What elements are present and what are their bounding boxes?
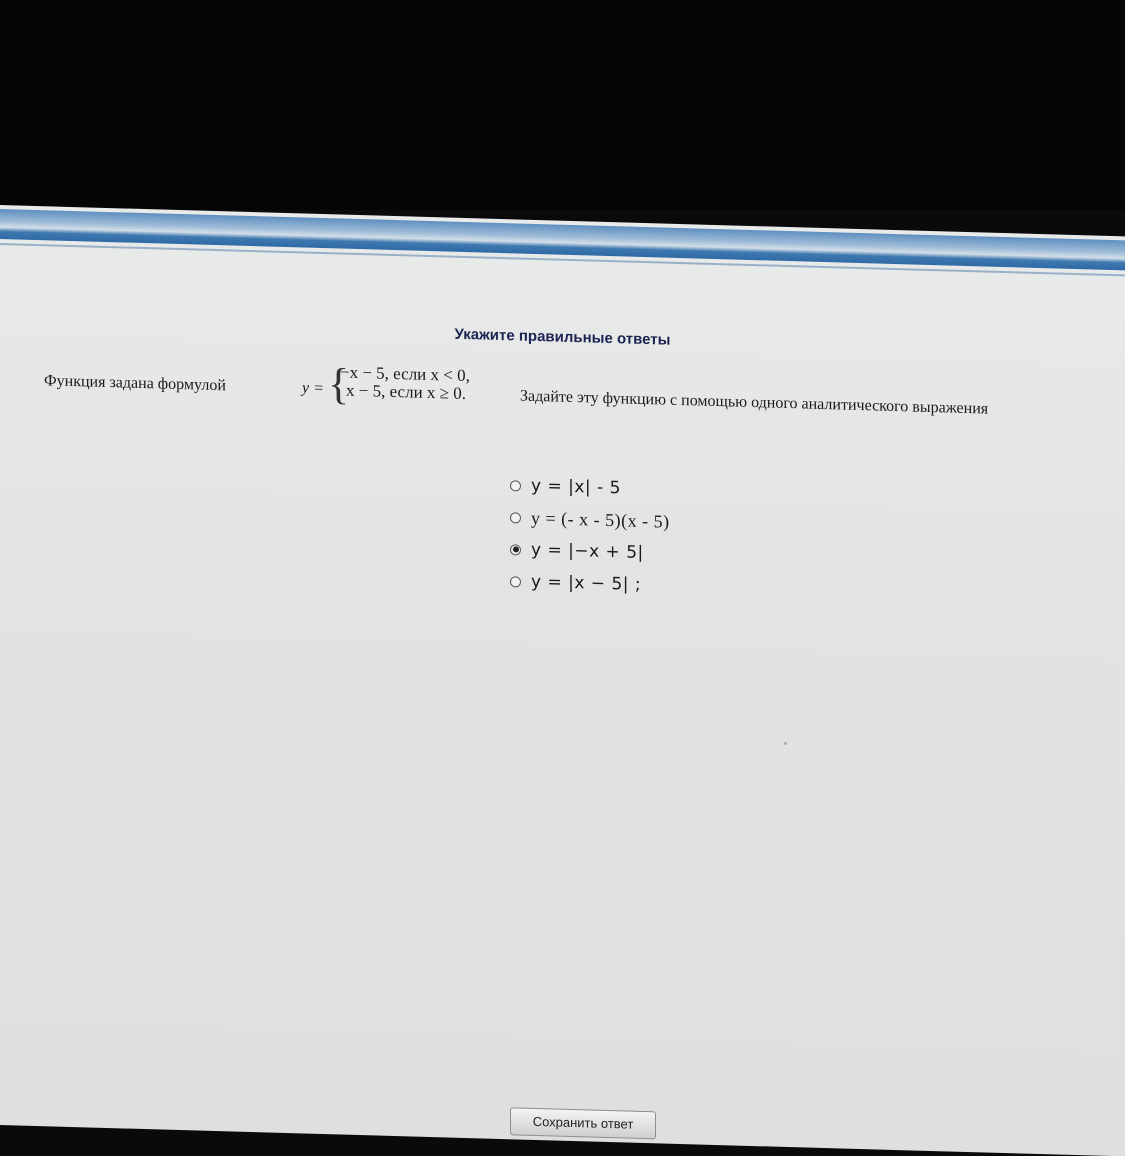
answer-option-label: y = (- x - 5)(x - 5) <box>531 507 670 532</box>
screen-speck <box>784 742 787 745</box>
answer-option-label: y = |x| - 5 <box>531 475 621 499</box>
question-case-1: −x − 5, если x < 0, <box>340 362 470 386</box>
answer-option[interactable] <box>510 565 670 601</box>
radio-button[interactable] <box>510 576 521 587</box>
screen <box>0 205 1125 1156</box>
answer-option[interactable] <box>510 469 670 505</box>
radio-button[interactable] <box>510 480 521 491</box>
radio-button[interactable] <box>510 544 521 555</box>
answer-option-label: y = |x − 5| ; <box>531 571 642 595</box>
page-title: Укажите правильные ответы <box>454 325 671 349</box>
answer-option[interactable] <box>510 533 670 569</box>
radio-button[interactable] <box>510 512 521 523</box>
question-text <box>44 354 1114 444</box>
question-suffix: Задайте эту функцию с помощью одного аналитического выражения <box>520 387 989 418</box>
answer-options <box>510 469 670 601</box>
answer-option-label: y = |−x + 5| <box>531 539 644 563</box>
question-case-2: x − 5, если x ≥ 0. <box>346 380 467 404</box>
submit-answer-button[interactable]: Сохранить ответ <box>510 1107 656 1139</box>
question-prefix: Функция задана формулой <box>44 372 226 395</box>
brace-icon: { <box>328 359 350 409</box>
question-function-name: y = <box>302 379 324 398</box>
answer-option[interactable] <box>510 501 670 537</box>
header-bar <box>0 209 1125 270</box>
monitor-bezel <box>0 0 1125 210</box>
